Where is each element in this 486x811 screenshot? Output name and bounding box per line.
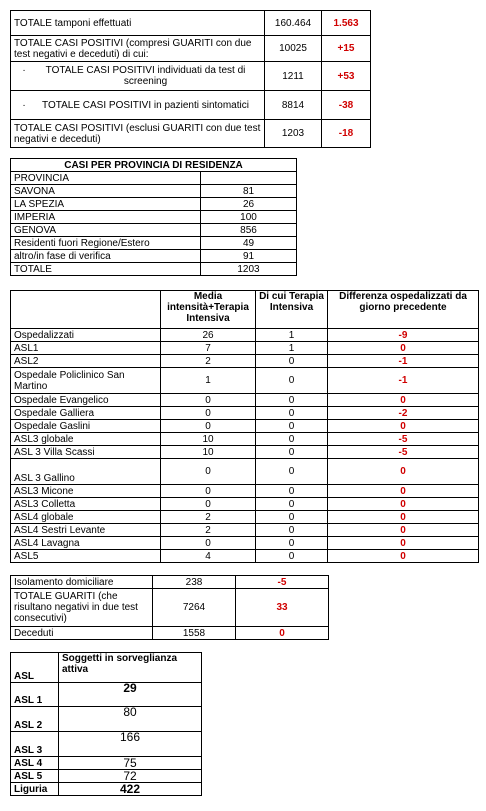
hospital-ti: 0 [256,498,328,511]
hospital-row [11,511,479,524]
hospital-diff: 0 [328,342,479,355]
status-delta: 0 [236,627,329,640]
hospital-media: 10 [161,433,256,446]
summary-label: TOTALE tamponi effettuati [11,11,265,36]
province-row [11,237,297,250]
hospital-name: Ospedalizzati [11,329,161,342]
hospital-row [11,355,479,368]
hospital-name: Ospedale Gaslini [11,420,161,433]
hospital-diff: 0 [328,485,479,498]
province-header: PROVINCIA [11,172,201,185]
bullet-mark: · [22,99,26,111]
hospital-media: 2 [161,511,256,524]
hospital-media: 0 [161,498,256,511]
hospital-diff: -5 [328,446,479,459]
hospital-diff: 0 [328,498,479,511]
status-delta: -5 [236,576,329,589]
hospital-ti: 0 [256,459,328,485]
summary-label: TOTALE CASI POSITIVI (esclusi GUARITI con due test negativi e deceduti) [11,120,265,148]
province-title: CASI PER PROVINCIA DI RESIDENZA [11,159,297,172]
hospital-diff: -9 [328,329,479,342]
status-value: 7264 [153,589,236,627]
summary-delta: -38 [322,91,371,120]
hospital-row [11,446,479,459]
status-delta: 33 [236,589,329,627]
province-name: Residenti fuori Regione/Estero [11,237,201,250]
province-table [10,158,297,276]
hospital-name: ASL1 [11,342,161,355]
summary-row [11,36,371,62]
summary-label-text: TOTALE CASI POSITIVI individuati da test di screening [45,65,246,87]
hospital-diff: -5 [328,433,479,446]
hospital-header-empty [11,291,161,329]
surveillance-row [11,707,202,732]
summary-label-text: TOTALE CASI POSITIVI in pazienti sintomatici [42,99,249,111]
province-value: 100 [201,211,297,224]
hospital-row [11,459,479,485]
summary-value: 1203 [265,120,322,148]
hospital-ti: 0 [256,485,328,498]
hospital-name: ASL3 Micone [11,485,161,498]
hospital-row [11,550,479,563]
hospital-name: ASL4 globale [11,511,161,524]
summary-row [11,120,371,148]
summary-label: TOTALE CASI POSITIVI (compresi GUARITI con due test negativi e deceduti) di cui: [11,36,265,62]
hospital-ti: 0 [256,433,328,446]
province-row [11,263,297,276]
hospital-diff: 0 [328,550,479,563]
hospital-diff: 0 [328,459,479,485]
summary-label [11,62,265,91]
hospital-media: 4 [161,550,256,563]
bullet-mark: · [22,65,26,76]
summary-row [11,62,371,91]
header-ti: Di cui Terapia Intensiva [256,291,328,329]
province-value: 81 [201,185,297,198]
province-value: 91 [201,250,297,263]
hospital-name: ASL2 [11,355,161,368]
surveillance-row [11,757,202,770]
status-label: Deceduti [11,627,153,640]
summary-row [11,91,371,120]
hospital-name: ASL3 Colletta [11,498,161,511]
summary-value: 8814 [265,91,322,120]
summary-value: 160.464 [265,11,322,36]
province-name: LA SPEZIA [11,198,201,211]
hospital-media: 0 [161,485,256,498]
province-name: altro/in fase di verifica [11,250,201,263]
status-label: TOTALE GUARITI (che risultano negativi in due test consecutivi) [11,589,153,627]
hospital-header-row [11,291,479,329]
surveillance-asl: ASL 3 [11,732,59,757]
hospital-media: 26 [161,329,256,342]
hospital-row [11,420,479,433]
summary-row [11,11,371,36]
hospital-media: 0 [161,407,256,420]
province-row [11,185,297,198]
hospital-media: 0 [161,394,256,407]
hospital-diff: -2 [328,407,479,420]
hospital-name: ASL5 [11,550,161,563]
surveillance-value: 80 [59,707,202,732]
hospital-diff: 0 [328,420,479,433]
surveillance-row [11,783,202,796]
province-value: 26 [201,198,297,211]
hospital-media: 0 [161,459,256,485]
hospital-name: Ospedale Galliera [11,407,161,420]
hospital-row [11,433,479,446]
hospital-media: 10 [161,446,256,459]
hospital-ti: 0 [256,537,328,550]
hospital-ti: 0 [256,407,328,420]
surveillance-row [11,732,202,757]
summary-value: 1211 [265,62,322,91]
hospital-row [11,329,479,342]
province-row [11,250,297,263]
status-row [11,576,329,589]
status-label: Isolamento domiciliare [11,576,153,589]
surveillance-table [10,652,202,796]
hospital-row [11,485,479,498]
hospital-row [11,368,479,394]
province-row [11,198,297,211]
surveillance-asl: ASL 1 [11,683,59,707]
province-name: TOTALE [11,263,201,276]
province-name: IMPERIA [11,211,201,224]
hospital-name: Ospedale Evangelico [11,394,161,407]
hospital-ti: 0 [256,420,328,433]
province-row [11,211,297,224]
hospital-ti: 0 [256,446,328,459]
province-value: 856 [201,224,297,237]
hospital-ti: 1 [256,342,328,355]
surveillance-asl: Liguria [11,783,59,796]
province-header-empty [201,172,297,185]
hospital-name: ASL4 Lavagna [11,537,161,550]
hospital-name: ASL3 globale [11,433,161,446]
status-table [10,575,329,640]
hospital-table [10,290,479,563]
hospital-media: 0 [161,420,256,433]
hospital-name: ASL 3 Gallino [11,459,161,485]
province-value: 1203 [201,263,297,276]
surveillance-value: 29 [59,683,202,707]
summary-delta: +15 [322,36,371,62]
hospital-ti: 0 [256,355,328,368]
hospital-diff: 0 [328,537,479,550]
summary-delta: -18 [322,120,371,148]
province-row [11,224,297,237]
hospital-row [11,498,479,511]
header-media: Media intensità+Terapia Intensiva [161,291,256,329]
hospital-row [11,537,479,550]
province-header-row [11,172,297,185]
hospital-diff: -1 [328,355,479,368]
surveillance-header-value: Soggetti in sorveglianza attiva [59,653,202,683]
hospital-row [11,394,479,407]
hospital-diff: 0 [328,394,479,407]
hospital-media: 2 [161,355,256,368]
surveillance-asl: ASL 2 [11,707,59,732]
surveillance-value: 72 [59,770,202,783]
hospital-name: ASL 3 Villa Scassi [11,446,161,459]
status-row [11,589,329,627]
hospital-row [11,407,479,420]
surveillance-value: 75 [59,757,202,770]
status-row [11,627,329,640]
surveillance-asl: ASL 5 [11,770,59,783]
summary-delta: +53 [322,62,371,91]
surveillance-asl: ASL 4 [11,757,59,770]
hospital-row [11,342,479,355]
province-name: GENOVA [11,224,201,237]
hospital-ti: 0 [256,524,328,537]
hospital-ti: 0 [256,394,328,407]
hospital-media: 0 [161,537,256,550]
hospital-ti: 0 [256,511,328,524]
hospital-diff: -1 [328,368,479,394]
status-value: 1558 [153,627,236,640]
hospital-ti: 1 [256,329,328,342]
hospital-media: 1 [161,368,256,394]
hospital-media: 7 [161,342,256,355]
summary-label [11,91,265,120]
surveillance-header-asl: ASL [11,653,59,683]
hospital-name: Ospedale Policlinico San Martino [11,368,161,394]
status-value: 238 [153,576,236,589]
surveillance-value: 166 [59,732,202,757]
surveillance-row [11,770,202,783]
province-title-row [11,159,297,172]
surveillance-row [11,683,202,707]
hospital-name: ASL4 Sestri Levante [11,524,161,537]
hospital-ti: 0 [256,550,328,563]
summary-delta: 1.563 [322,11,371,36]
surveillance-value: 422 [59,783,202,796]
summary-table [10,10,371,148]
summary-value: 10025 [265,36,322,62]
hospital-diff: 0 [328,524,479,537]
hospital-diff: 0 [328,511,479,524]
province-value: 49 [201,237,297,250]
header-diff: Differenza ospedalizzati da giorno precedente [328,291,479,329]
hospital-ti: 0 [256,368,328,394]
surveillance-header-row [11,653,202,683]
province-name: SAVONA [11,185,201,198]
hospital-row [11,524,479,537]
hospital-media: 2 [161,524,256,537]
